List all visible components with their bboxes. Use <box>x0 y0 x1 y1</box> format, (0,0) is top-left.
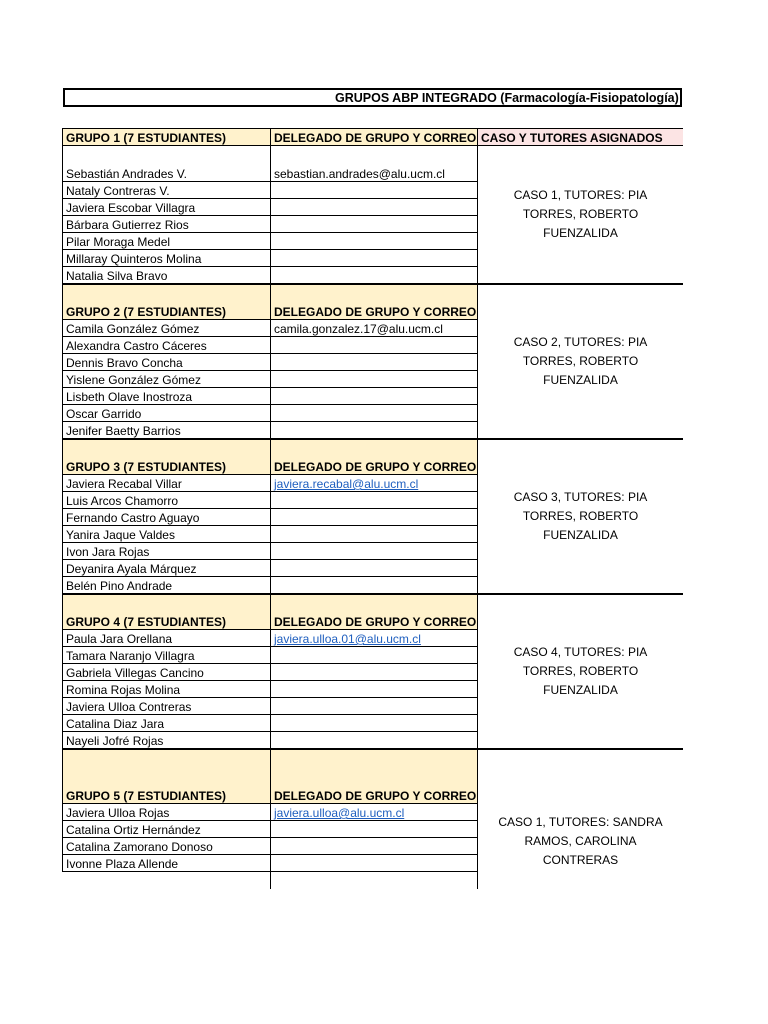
group-1-case: CASO 1, TUTORES: PIA TORRES, ROBERTO FUENZALIDA <box>478 146 684 284</box>
group-4-header: GRUPO 4 (7 ESTUDIANTES) <box>63 613 271 630</box>
student-name: Javiera Recabal Villar <box>63 475 271 492</box>
group-3-header: GRUPO 3 (7 ESTUDIANTES) <box>63 458 271 475</box>
student-name: Nayeli Jofré Rojas <box>63 732 271 749</box>
student-name: Catalina Diaz Jara <box>63 715 271 732</box>
student-name: Nataly Contreras V. <box>63 182 271 199</box>
group-1-delegate-header: DELEGADO DE GRUPO Y CORREO <box>271 129 478 146</box>
student-name: Javiera Ulloa Rojas <box>63 804 271 821</box>
student-name: Luis Arcos Chamorro <box>63 492 271 509</box>
group-1-header-row <box>63 129 684 146</box>
group-1-header: GRUPO 1 (7 ESTUDIANTES) <box>63 129 271 146</box>
group-5-delegate-header: DELEGADO DE GRUPO Y CORREO <box>271 787 478 804</box>
student-name: Jenifer Baetty Barrios <box>63 422 271 439</box>
sheet-title: GRUPOS ABP INTEGRADO (Farmacología-Fisiopatología) <box>335 91 679 105</box>
group-5-spacer-row <box>63 749 684 787</box>
group-4-spacer-row <box>63 594 684 613</box>
group-4-case: CASO 4, TUTORES: PIA TORRES, ROBERTO FUENZALIDA <box>478 594 684 749</box>
group-5-header: GRUPO 5 (7 ESTUDIANTES) <box>63 787 271 804</box>
student-name: Paula Jara Orellana <box>63 630 271 647</box>
group-2-case: CASO 2, TUTORES: PIA TORRES, ROBERTO FUENZALIDA <box>478 284 684 439</box>
student-name: Gabriela Villegas Cancino <box>63 664 271 681</box>
case-tutors-header: CASO Y TUTORES ASIGNADOS <box>478 129 684 146</box>
delegate-email-link[interactable]: javiera.ulloa@alu.ucm.cl <box>271 804 478 821</box>
student-name: Natalia Silva Bravo <box>63 267 271 284</box>
student-name: Sebastián Andrades V. <box>63 165 271 182</box>
student-name: Romina Rojas Molina <box>63 681 271 698</box>
student-name: Belén Pino Andrade <box>63 577 271 594</box>
delegate-email: camila.gonzalez.17@alu.ucm.cl <box>271 320 478 337</box>
groups-sheet <box>62 128 683 948</box>
group-3-spacer-row <box>63 439 684 458</box>
group-2-spacer-row <box>63 284 684 303</box>
group-2-header: GRUPO 2 (7 ESTUDIANTES) <box>63 303 271 320</box>
delegate-email: sebastian.andrades@alu.ucm.cl <box>271 165 478 182</box>
group-3-delegate-header: DELEGADO DE GRUPO Y CORREO <box>271 458 478 475</box>
group-3-case: CASO 3, TUTORES: PIA TORRES, ROBERTO FUENZALIDA <box>478 439 684 594</box>
student-name: Ivon Jara Rojas <box>63 543 271 560</box>
student-name: Ivonne Plaza Allende <box>63 855 271 872</box>
student-name: Catalina Zamorano Donoso <box>63 838 271 855</box>
student-name: Tamara Naranjo Villagra <box>63 647 271 664</box>
student-name: Oscar Garrido <box>63 405 271 422</box>
delegate-email-link[interactable]: javiera.ulloa.01@alu.ucm.cl <box>271 630 478 647</box>
group-5-case: CASO 1, TUTORES: SANDRA RAMOS, CAROLINA CONTRERAS <box>478 749 684 889</box>
group-2-delegate-header: DELEGADO DE GRUPO Y CORREO <box>271 303 478 320</box>
student-name: Millaray Quinteros Molina <box>63 250 271 267</box>
student-name: Catalina Ortiz Hernández <box>63 821 271 838</box>
student-name: Fernando Castro Aguayo <box>63 509 271 526</box>
sheet-title-box <box>63 88 682 107</box>
student-name: Yanira Jaque Valdes <box>63 526 271 543</box>
student-name: Yislene González Gómez <box>63 371 271 388</box>
student-name: Alexandra Castro Cáceres <box>63 337 271 354</box>
student-name: Dennis Bravo Concha <box>63 354 271 371</box>
student-name: Javiera Ulloa Contreras <box>63 698 271 715</box>
group-4-delegate-header: DELEGADO DE GRUPO Y CORREO <box>271 613 478 630</box>
student-name: Bárbara Gutierrez Rios <box>63 216 271 233</box>
delegate-email-link[interactable]: javiera.recabal@alu.ucm.cl <box>271 475 478 492</box>
groups-table <box>62 128 683 889</box>
group-1-spacer-row <box>63 146 684 165</box>
student-name: Lisbeth Olave Inostroza <box>63 388 271 405</box>
student-name: Camila González Gómez <box>63 320 271 337</box>
student-name: Pilar Moraga Medel <box>63 233 271 250</box>
student-name: Javiera Escobar Villagra <box>63 199 271 216</box>
student-name: Deyanira Ayala Márquez <box>63 560 271 577</box>
